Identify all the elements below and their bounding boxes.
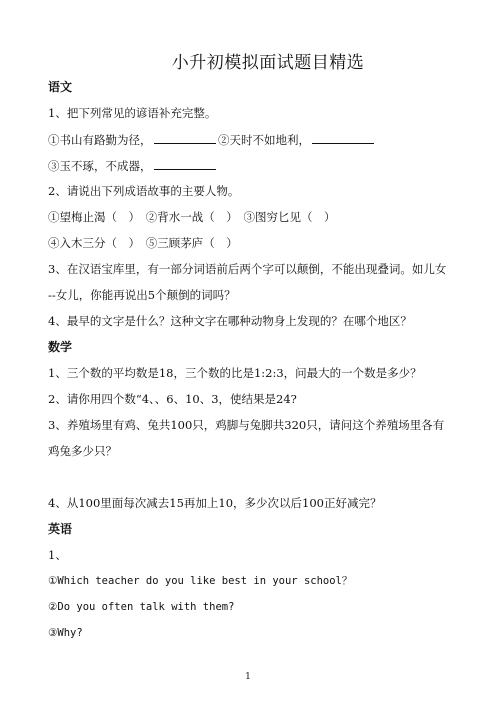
chinese-question-2: 2、请说出下列成语故事的主要人物。 <box>48 184 240 198</box>
chinese-q2-line-1: ①望梅止渴（ ） ②背水一战（ ） ③图穷匕见（ ） <box>48 210 336 224</box>
english-item-2: ②Do you often talk with them? <box>48 601 235 613</box>
chinese-q2-line-2: ④入木三分（ ） ⑤三顾茅庐（ ） <box>48 236 238 250</box>
chinese-q1-item-2: ②天时不如地利， <box>218 132 374 147</box>
math-question-2: 2、请你用四个数“4、、6、10、3，使结果是24? <box>48 392 297 406</box>
chinese-question-4: 4、最早的文字是什么？这种文字在哪种动物身上发现的？在哪个地区？ <box>48 314 412 328</box>
answer-blank <box>154 132 216 144</box>
answer-blank <box>312 132 374 144</box>
chinese-q1-item-3: ③玉不琢，不成器， <box>48 158 216 173</box>
page-number: 1 <box>245 672 251 682</box>
chinese-question-1: 1、把下列常见的谚语补充完整。 <box>48 106 217 120</box>
section-heading-english: 英语 <box>48 522 73 536</box>
math-q3-line-2: 鸡兔多少只？ <box>48 444 117 458</box>
english-question-1: 1、 <box>48 548 67 562</box>
answer-blank <box>154 158 216 170</box>
section-heading-chinese: 语文 <box>48 80 73 94</box>
math-question-1: 1、三个数的平均数是18，三个数的比是1:2:3，问最大的一个数是多少？ <box>48 366 422 380</box>
chinese-q3-line-2: --女儿，你能再说出5个颠倒的词吗？ <box>48 288 236 302</box>
math-q3-line-1: 3、养殖场里有鸡、兔共100只，鸡脚与兔脚共320只，请问这个养殖场里各有 <box>48 418 445 432</box>
english-item-3: ③Why? <box>48 627 83 639</box>
page-title: 小升初模拟面试题目精选 <box>171 53 365 73</box>
chinese-q1-item-1: ①书山有路勤为径， <box>48 132 216 147</box>
chinese-q3-line-1: 3、在汉语宝库里，有一部分词语前后两个字可以颠倒，不能出现叠词。如儿女 <box>48 262 447 276</box>
math-question-4: 4、从100里面每次减去15再加上10，多少次以后100正好减完？ <box>48 496 382 510</box>
section-heading-math: 数学 <box>48 340 73 354</box>
english-item-1: ①Which teacher do you like best in your school？ <box>48 575 353 587</box>
